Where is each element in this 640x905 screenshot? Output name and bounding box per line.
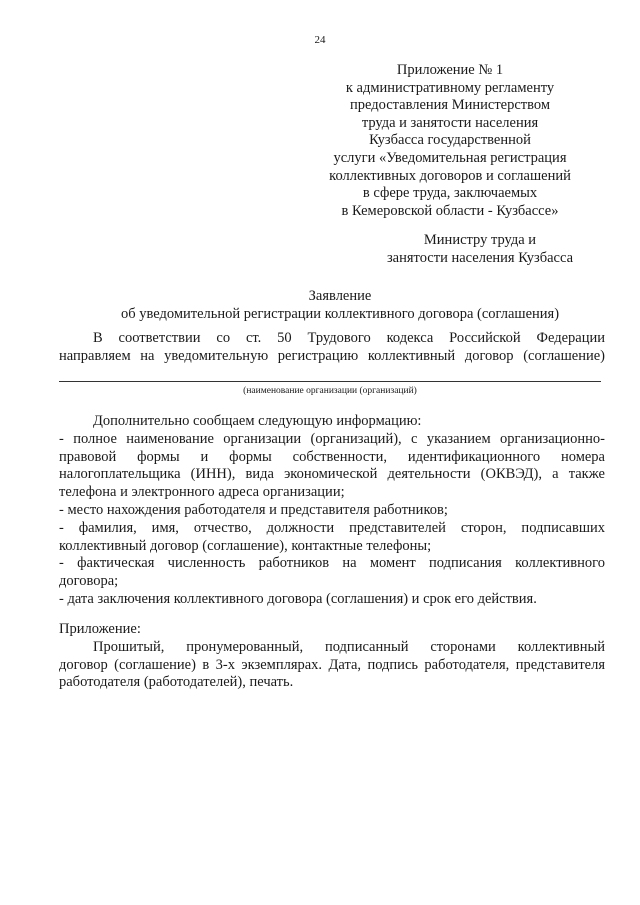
page-number: 24 bbox=[314, 34, 326, 46]
appendix-header-line: в сфере труда, заключаемых bbox=[362, 185, 538, 202]
info-item-line: - место нахождения работодателя и представителя работников; bbox=[59, 501, 448, 518]
appendix-section bbox=[59, 621, 605, 692]
info-item-line: - фактическая численность работников на момент подписания коллективного bbox=[59, 555, 605, 572]
info-item-line: телефона и электронного адреса организации; bbox=[59, 484, 345, 501]
appendix-header bbox=[300, 62, 600, 220]
info-item-line: - фамилия, имя, отчество, должности представителей сторон, подписавших bbox=[59, 519, 605, 536]
info-lead: Дополнительно сообщаем следующую информацию: bbox=[93, 413, 422, 429]
info-item-line: налогоплательщика (ИНН), вида экономической деятельности (ОКВЭД), а также bbox=[59, 466, 605, 483]
organization-name-field[interactable] bbox=[59, 380, 601, 382]
appendix-header-line: услуги «Уведомительная регистрация bbox=[333, 149, 567, 166]
addressee-line: Министру труда и bbox=[423, 232, 537, 248]
appendix-header-line: Кузбасса государственной bbox=[369, 132, 531, 149]
title-subheading: об уведомительной регистрации коллективного договора (соглашения) bbox=[120, 305, 560, 322]
appendix-header-line: в Кемеровской области - Кузбассе» bbox=[341, 202, 559, 219]
document-title bbox=[40, 288, 640, 323]
addressee-line: занятости населения Кузбасса bbox=[386, 249, 574, 266]
appendix-header-line: к административному регламенту bbox=[345, 79, 555, 96]
intro-paragraph bbox=[59, 330, 605, 366]
appendix-label: Приложение: bbox=[59, 621, 141, 637]
appendix-header-line: предоставления Министерством bbox=[349, 97, 551, 114]
info-item-line: договора; bbox=[59, 573, 119, 590]
appendix-header-line: Приложение № 1 bbox=[396, 62, 504, 78]
info-item-line: правовой формы и формы собственности, идентификационного номера bbox=[59, 448, 605, 465]
organization-name-caption: (наименование организации (организаций) bbox=[243, 386, 417, 396]
addressee bbox=[360, 232, 600, 267]
info-item-line: коллективный договор (соглашение), контактные телефоны; bbox=[59, 537, 432, 554]
additional-info-section bbox=[59, 413, 605, 609]
appendix-line: Прошитый, пронумерованный, подписанный сторонами коллективный bbox=[93, 638, 605, 655]
info-item bbox=[59, 502, 605, 520]
appendix-header-line: труда и занятости населения bbox=[361, 114, 539, 131]
intro-line: В соответствии со ст. 50 Трудового кодекса Российской Федерации bbox=[93, 330, 605, 346]
info-item-line: - полное наименование организации (организаций), с указанием организационно- bbox=[59, 430, 605, 447]
title-heading: Заявление bbox=[308, 288, 372, 304]
info-item bbox=[59, 591, 605, 609]
info-item-line: - дата заключения коллективного договора (соглашения) и срок его действия. bbox=[59, 590, 537, 607]
info-item bbox=[59, 555, 605, 591]
appendix-line: договор (соглашение) в 3-х экземплярах. Дата, подпись работодателя, представителя bbox=[59, 656, 605, 673]
appendix-header-line: коллективных договоров и соглашений bbox=[329, 167, 571, 184]
info-item bbox=[59, 431, 605, 502]
intro-line: направляем на уведомительную регистрацию коллективный договор (соглашение) bbox=[59, 347, 605, 364]
info-item bbox=[59, 520, 605, 556]
appendix-line: работодателя (работодателей), печать. bbox=[59, 674, 294, 691]
